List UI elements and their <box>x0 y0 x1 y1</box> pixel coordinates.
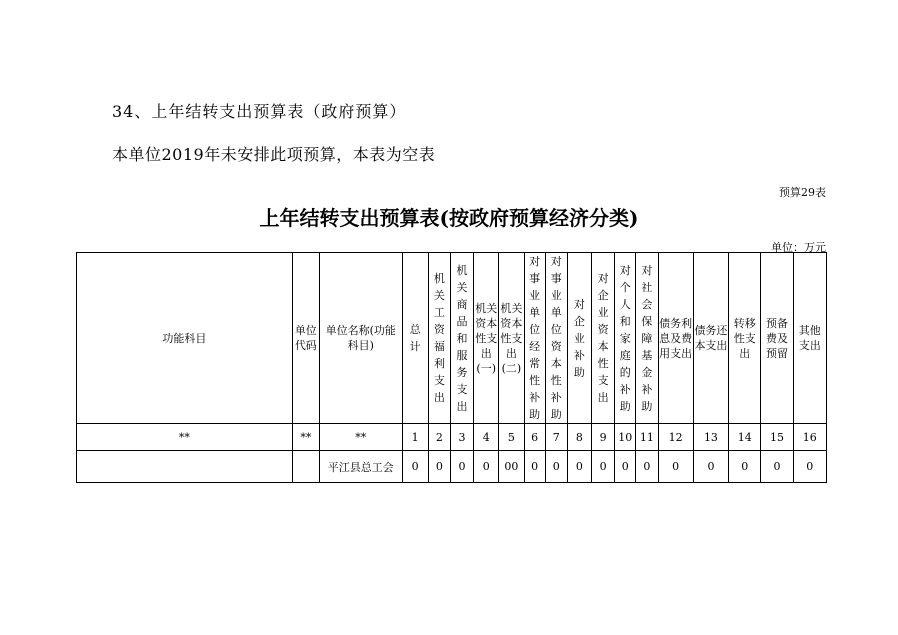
col-header-3 <box>474 253 499 424</box>
col-header-6 <box>545 253 567 424</box>
col-header-9 <box>615 253 636 424</box>
col-header-13 <box>729 253 761 424</box>
data-cell: 00 <box>499 451 524 483</box>
table-title: 上年结转支出预算表(按政府预算经济分类) <box>259 206 639 230</box>
col-header-label: 对个人和家庭的补助 <box>619 263 631 413</box>
col-header-label: 债务利息及费用支出 <box>659 316 693 360</box>
col-header-5 <box>524 253 545 424</box>
index-cell: 16 <box>793 424 826 451</box>
data-cell: 0 <box>402 451 428 483</box>
data-cell: 0 <box>761 451 793 483</box>
index-cell: 5 <box>499 424 524 451</box>
unit-label: 单位：万元 <box>771 241 826 254</box>
data-cell: 0 <box>615 451 636 483</box>
data-cell: 0 <box>636 451 658 483</box>
section-heading: 34、上年结转支出预算表（政府预算） <box>112 102 407 121</box>
col-header-2 <box>450 253 473 424</box>
col-header-label: 债务还本支出 <box>694 324 728 352</box>
index-row <box>77 424 827 451</box>
col-header-12 <box>693 253 728 424</box>
col-header-label: 对企业补助 <box>573 297 585 379</box>
data-cell: 0 <box>450 451 473 483</box>
budget-table <box>76 252 827 483</box>
col-header-label: 预备费及预留 <box>765 316 788 360</box>
index-cell: 12 <box>658 424 693 451</box>
data-cell: 0 <box>729 451 761 483</box>
data-cell: 0 <box>524 451 545 483</box>
col-header-4 <box>499 253 524 424</box>
header-row <box>77 253 827 424</box>
col-header-label: 单位名称(功能科目) <box>325 324 396 352</box>
index-cell: 7 <box>545 424 567 451</box>
index-cell: ** <box>77 424 293 451</box>
col-header-label: 对企业资本性支出 <box>597 272 609 404</box>
page-number: 预算29表 <box>779 186 826 199</box>
data-cell: 0 <box>545 451 567 483</box>
col-header-label: 单位代码 <box>294 324 317 352</box>
data-cell: 0 <box>428 451 450 483</box>
col-header-label: 对事业单位经常性补助 <box>529 255 541 421</box>
index-cell: ** <box>292 424 319 451</box>
data-cell: 0 <box>793 451 826 483</box>
index-cell: ** <box>319 424 402 451</box>
col-header-11 <box>658 253 693 424</box>
col-header-label: 其他支出 <box>798 324 821 352</box>
col-header-label: 总计 <box>409 323 421 353</box>
data-cell: 0 <box>592 451 615 483</box>
index-cell: 13 <box>693 424 728 451</box>
col-header-8 <box>592 253 615 424</box>
col-header-unit-code <box>292 253 319 424</box>
data-cell: 0 <box>474 451 499 483</box>
col-header-14 <box>761 253 793 424</box>
data-cell-unit-name: 平江县总工会 <box>319 451 402 483</box>
col-header-function-subject: 功能科目 <box>77 253 293 424</box>
col-header-7 <box>567 253 591 424</box>
col-header-label: 转移性支出 <box>733 316 756 360</box>
col-header-total <box>402 253 428 424</box>
index-cell: 3 <box>450 424 473 451</box>
col-header-15 <box>793 253 826 424</box>
col-header-label: 对事业单位资本性补助 <box>550 255 562 421</box>
col-header-label: 机关商品和服务支出 <box>456 263 468 413</box>
index-cell: 9 <box>592 424 615 451</box>
index-cell: 6 <box>524 424 545 451</box>
data-cell-function-subject <box>77 451 293 483</box>
col-header-label: 对社会保障基金补助 <box>641 263 653 413</box>
index-cell: 11 <box>636 424 658 451</box>
col-header-10 <box>636 253 658 424</box>
empty-table-note: 本单位2019年未安排此项预算，本表为空表 <box>112 145 436 164</box>
index-cell: 8 <box>567 424 591 451</box>
table-row <box>77 451 827 483</box>
col-header-1 <box>428 253 450 424</box>
col-header-unit-name <box>319 253 402 424</box>
index-cell: 14 <box>729 424 761 451</box>
data-cell: 0 <box>693 451 728 483</box>
index-cell: 2 <box>428 424 450 451</box>
col-header-label: 机关资本性支出(一) <box>475 301 498 375</box>
index-cell: 10 <box>615 424 636 451</box>
data-cell: 0 <box>658 451 693 483</box>
col-header-label: 机关工资福利支出 <box>433 272 445 404</box>
data-cell-unit-code <box>292 451 319 483</box>
data-cell: 0 <box>567 451 591 483</box>
index-cell: 15 <box>761 424 793 451</box>
col-header-label: 机关资本性支出(二) <box>500 301 523 375</box>
index-cell: 1 <box>402 424 428 451</box>
index-cell: 4 <box>474 424 499 451</box>
